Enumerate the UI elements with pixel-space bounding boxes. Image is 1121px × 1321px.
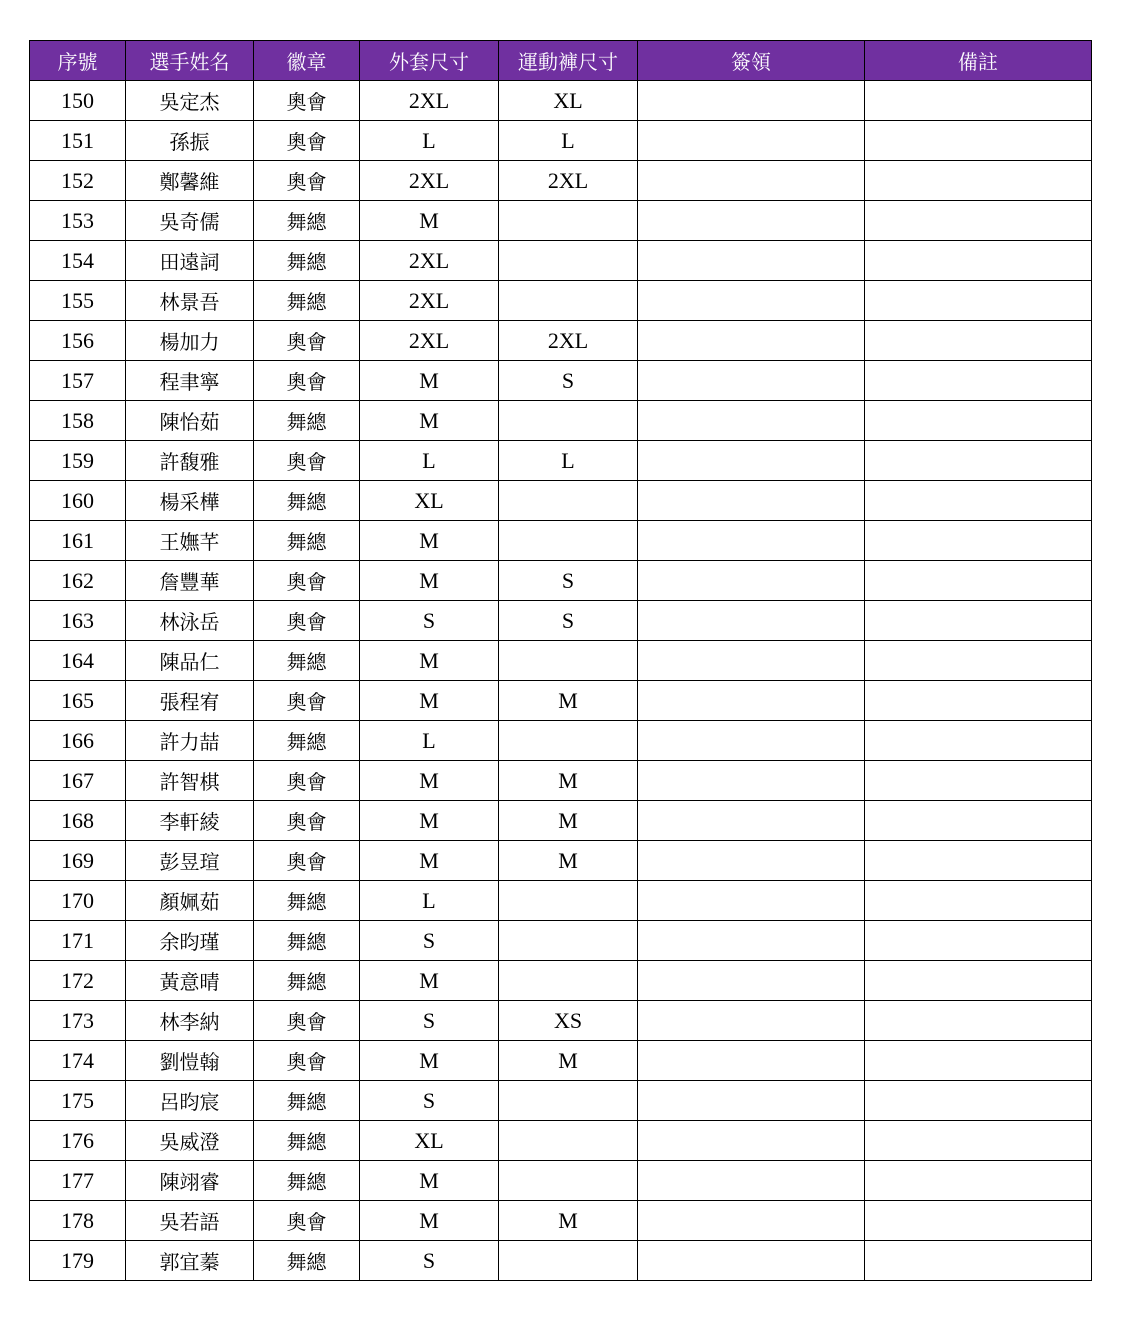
cell-player-name: 郭宜蓁: [126, 1241, 254, 1281]
cell-sign: [638, 201, 865, 241]
cell-note: [865, 361, 1092, 401]
cell-no: 155: [30, 281, 126, 321]
cell-jacket-size: M: [360, 201, 499, 241]
header-name: 選手姓名: [126, 41, 254, 81]
cell-note: [865, 721, 1092, 761]
cell-pants-size: [499, 1161, 638, 1201]
cell-note: [865, 401, 1092, 441]
cell-player-name: 田遠詞: [126, 241, 254, 281]
cell-badge: 奧會: [254, 81, 360, 121]
cell-no: 168: [30, 801, 126, 841]
cell-no: 150: [30, 81, 126, 121]
cell-sign: [638, 761, 865, 801]
cell-pants-size: L: [499, 121, 638, 161]
cell-note: [865, 241, 1092, 281]
cell-note: [865, 521, 1092, 561]
table-row: [30, 1161, 1092, 1201]
table-body: [30, 81, 1092, 1281]
cell-sign: [638, 561, 865, 601]
cell-sign: [638, 641, 865, 681]
cell-note: [865, 761, 1092, 801]
table-row: [30, 721, 1092, 761]
cell-pants-size: M: [499, 681, 638, 721]
cell-jacket-size: S: [360, 1001, 499, 1041]
cell-badge: 舞總: [254, 281, 360, 321]
cell-no: 175: [30, 1081, 126, 1121]
table-row: [30, 281, 1092, 321]
table-row: [30, 641, 1092, 681]
cell-note: [865, 1241, 1092, 1281]
cell-badge: 奧會: [254, 1201, 360, 1241]
cell-pants-size: 2XL: [499, 321, 638, 361]
cell-badge: 奧會: [254, 121, 360, 161]
cell-note: [865, 1001, 1092, 1041]
cell-no: 177: [30, 1161, 126, 1201]
table-row: [30, 921, 1092, 961]
cell-player-name: 劉愷翰: [126, 1041, 254, 1081]
cell-no: 165: [30, 681, 126, 721]
cell-sign: [638, 1121, 865, 1161]
table-row: [30, 201, 1092, 241]
cell-note: [865, 1081, 1092, 1121]
cell-badge: 舞總: [254, 1121, 360, 1161]
cell-jacket-size: M: [360, 961, 499, 1001]
cell-jacket-size: S: [360, 1241, 499, 1281]
cell-sign: [638, 281, 865, 321]
cell-sign: [638, 1201, 865, 1241]
cell-note: [865, 641, 1092, 681]
cell-sign: [638, 481, 865, 521]
cell-pants-size: M: [499, 761, 638, 801]
cell-player-name: 林景吾: [126, 281, 254, 321]
cell-pants-size: [499, 1081, 638, 1121]
cell-note: [865, 1161, 1092, 1201]
table-row: [30, 81, 1092, 121]
cell-sign: [638, 321, 865, 361]
cell-note: [865, 481, 1092, 521]
cell-no: 173: [30, 1001, 126, 1041]
cell-player-name: 孫振: [126, 121, 254, 161]
cell-note: [865, 601, 1092, 641]
cell-player-name: 張程宥: [126, 681, 254, 721]
cell-pants-size: [499, 921, 638, 961]
header-no: 序號: [30, 41, 126, 81]
cell-player-name: 余昀瑾: [126, 921, 254, 961]
cell-jacket-size: M: [360, 841, 499, 881]
cell-no: 169: [30, 841, 126, 881]
table-row: [30, 801, 1092, 841]
cell-jacket-size: M: [360, 761, 499, 801]
cell-no: 154: [30, 241, 126, 281]
cell-jacket-size: M: [360, 1201, 499, 1241]
cell-pants-size: [499, 961, 638, 1001]
cell-jacket-size: 2XL: [360, 161, 499, 201]
cell-jacket-size: M: [360, 561, 499, 601]
cell-player-name: 林李納: [126, 1001, 254, 1041]
cell-sign: [638, 401, 865, 441]
cell-sign: [638, 801, 865, 841]
cell-pants-size: [499, 201, 638, 241]
cell-no: 152: [30, 161, 126, 201]
cell-badge: 舞總: [254, 721, 360, 761]
cell-note: [865, 121, 1092, 161]
cell-player-name: 彭昱瑄: [126, 841, 254, 881]
cell-no: 176: [30, 1121, 126, 1161]
cell-jacket-size: L: [360, 441, 499, 481]
cell-player-name: 陳品仁: [126, 641, 254, 681]
cell-no: 172: [30, 961, 126, 1001]
cell-sign: [638, 1041, 865, 1081]
cell-jacket-size: S: [360, 1081, 499, 1121]
cell-jacket-size: M: [360, 521, 499, 561]
cell-pants-size: M: [499, 1201, 638, 1241]
cell-pants-size: M: [499, 841, 638, 881]
cell-pants-size: XS: [499, 1001, 638, 1041]
cell-sign: [638, 721, 865, 761]
cell-jacket-size: M: [360, 641, 499, 681]
header-note: 備註: [865, 41, 1092, 81]
table-row: [30, 881, 1092, 921]
cell-badge: 奧會: [254, 801, 360, 841]
cell-badge: 舞總: [254, 241, 360, 281]
cell-jacket-size: 2XL: [360, 241, 499, 281]
cell-badge: 奧會: [254, 441, 360, 481]
cell-badge: 奧會: [254, 361, 360, 401]
cell-badge: 舞總: [254, 481, 360, 521]
cell-jacket-size: M: [360, 401, 499, 441]
table-row: [30, 121, 1092, 161]
header-row: [30, 41, 1092, 81]
cell-badge: 奧會: [254, 321, 360, 361]
table-row: [30, 681, 1092, 721]
cell-note: [865, 841, 1092, 881]
cell-sign: [638, 1241, 865, 1281]
table-row: [30, 441, 1092, 481]
cell-player-name: 吳威澄: [126, 1121, 254, 1161]
cell-no: 174: [30, 1041, 126, 1081]
cell-badge: 奧會: [254, 1001, 360, 1041]
cell-note: [865, 81, 1092, 121]
cell-no: 167: [30, 761, 126, 801]
cell-jacket-size: 2XL: [360, 81, 499, 121]
cell-player-name: 許力喆: [126, 721, 254, 761]
uniform-distribution-table: [29, 40, 1092, 1281]
cell-sign: [638, 161, 865, 201]
cell-pants-size: [499, 401, 638, 441]
cell-badge: 奧會: [254, 161, 360, 201]
table-row: [30, 1201, 1092, 1241]
cell-player-name: 吳奇儒: [126, 201, 254, 241]
cell-player-name: 王嫵芊: [126, 521, 254, 561]
cell-jacket-size: S: [360, 921, 499, 961]
cell-player-name: 顏姵茹: [126, 881, 254, 921]
cell-no: 171: [30, 921, 126, 961]
cell-sign: [638, 961, 865, 1001]
cell-no: 160: [30, 481, 126, 521]
cell-jacket-size: 2XL: [360, 321, 499, 361]
cell-note: [865, 321, 1092, 361]
cell-pants-size: 2XL: [499, 161, 638, 201]
cell-no: 161: [30, 521, 126, 561]
table-row: [30, 161, 1092, 201]
cell-player-name: 陳翊睿: [126, 1161, 254, 1201]
table-row: [30, 961, 1092, 1001]
cell-pants-size: S: [499, 561, 638, 601]
cell-player-name: 程聿寧: [126, 361, 254, 401]
cell-pants-size: [499, 1121, 638, 1161]
cell-sign: [638, 601, 865, 641]
cell-pants-size: S: [499, 601, 638, 641]
cell-note: [865, 961, 1092, 1001]
cell-player-name: 詹豐華: [126, 561, 254, 601]
cell-no: 151: [30, 121, 126, 161]
table-row: [30, 601, 1092, 641]
cell-player-name: 鄭馨維: [126, 161, 254, 201]
cell-pants-size: M: [499, 801, 638, 841]
cell-badge: 舞總: [254, 961, 360, 1001]
cell-badge: 奧會: [254, 841, 360, 881]
cell-note: [865, 1201, 1092, 1241]
cell-jacket-size: M: [360, 361, 499, 401]
cell-player-name: 林泳岳: [126, 601, 254, 641]
table-row: [30, 1001, 1092, 1041]
cell-pants-size: M: [499, 1041, 638, 1081]
cell-jacket-size: L: [360, 881, 499, 921]
cell-note: [865, 681, 1092, 721]
cell-sign: [638, 81, 865, 121]
cell-badge: 舞總: [254, 881, 360, 921]
header-badge: 徽章: [254, 41, 360, 81]
cell-sign: [638, 441, 865, 481]
cell-sign: [638, 921, 865, 961]
cell-sign: [638, 121, 865, 161]
cell-no: 158: [30, 401, 126, 441]
cell-note: [865, 921, 1092, 961]
cell-badge: 舞總: [254, 1081, 360, 1121]
cell-player-name: 呂昀宸: [126, 1081, 254, 1121]
cell-sign: [638, 521, 865, 561]
cell-badge: 舞總: [254, 641, 360, 681]
table-row: [30, 561, 1092, 601]
cell-no: 153: [30, 201, 126, 241]
table-row: [30, 481, 1092, 521]
cell-sign: [638, 361, 865, 401]
header-jacket-size: 外套尺寸: [360, 41, 499, 81]
cell-badge: 奧會: [254, 561, 360, 601]
cell-jacket-size: M: [360, 1161, 499, 1201]
cell-badge: 奧會: [254, 601, 360, 641]
table-row: [30, 1241, 1092, 1281]
table-header: [30, 41, 1092, 81]
cell-pants-size: [499, 721, 638, 761]
cell-note: [865, 201, 1092, 241]
cell-pants-size: [499, 881, 638, 921]
cell-note: [865, 161, 1092, 201]
cell-no: 178: [30, 1201, 126, 1241]
table-row: [30, 401, 1092, 441]
cell-note: [865, 281, 1092, 321]
cell-jacket-size: XL: [360, 1121, 499, 1161]
cell-badge: 舞總: [254, 921, 360, 961]
cell-sign: [638, 1161, 865, 1201]
cell-sign: [638, 681, 865, 721]
table-row: [30, 241, 1092, 281]
cell-jacket-size: L: [360, 121, 499, 161]
cell-player-name: 黃意晴: [126, 961, 254, 1001]
cell-jacket-size: L: [360, 721, 499, 761]
cell-badge: 舞總: [254, 201, 360, 241]
cell-badge: 舞總: [254, 1161, 360, 1201]
cell-no: 157: [30, 361, 126, 401]
cell-pants-size: S: [499, 361, 638, 401]
cell-jacket-size: M: [360, 1041, 499, 1081]
cell-no: 162: [30, 561, 126, 601]
cell-pants-size: [499, 281, 638, 321]
cell-pants-size: [499, 481, 638, 521]
cell-player-name: 陳怡茹: [126, 401, 254, 441]
cell-jacket-size: M: [360, 801, 499, 841]
header-pants-size: 運動褲尺寸: [499, 41, 638, 81]
cell-note: [865, 1121, 1092, 1161]
cell-note: [865, 561, 1092, 601]
table-row: [30, 1121, 1092, 1161]
table-row: [30, 521, 1092, 561]
cell-jacket-size: M: [360, 681, 499, 721]
cell-player-name: 吳若語: [126, 1201, 254, 1241]
cell-pants-size: [499, 241, 638, 281]
cell-badge: 奧會: [254, 681, 360, 721]
cell-badge: 舞總: [254, 401, 360, 441]
cell-sign: [638, 841, 865, 881]
cell-pants-size: L: [499, 441, 638, 481]
cell-jacket-size: S: [360, 601, 499, 641]
cell-no: 179: [30, 1241, 126, 1281]
cell-player-name: 許智棋: [126, 761, 254, 801]
cell-sign: [638, 881, 865, 921]
table-row: [30, 321, 1092, 361]
cell-player-name: 楊采樺: [126, 481, 254, 521]
cell-no: 170: [30, 881, 126, 921]
cell-badge: 奧會: [254, 761, 360, 801]
cell-sign: [638, 1001, 865, 1041]
cell-player-name: 楊加力: [126, 321, 254, 361]
cell-note: [865, 881, 1092, 921]
cell-note: [865, 801, 1092, 841]
cell-note: [865, 1041, 1092, 1081]
cell-player-name: 李軒綾: [126, 801, 254, 841]
header-sign: 簽領: [638, 41, 865, 81]
cell-jacket-size: 2XL: [360, 281, 499, 321]
table-row: [30, 1081, 1092, 1121]
cell-sign: [638, 1081, 865, 1121]
cell-sign: [638, 241, 865, 281]
cell-no: 159: [30, 441, 126, 481]
cell-no: 156: [30, 321, 126, 361]
cell-player-name: 吳定杰: [126, 81, 254, 121]
cell-player-name: 許馥雅: [126, 441, 254, 481]
cell-note: [865, 441, 1092, 481]
table-row: [30, 361, 1092, 401]
cell-badge: 奧會: [254, 1041, 360, 1081]
cell-pants-size: [499, 521, 638, 561]
cell-no: 163: [30, 601, 126, 641]
cell-pants-size: [499, 641, 638, 681]
table-row: [30, 1041, 1092, 1081]
cell-jacket-size: XL: [360, 481, 499, 521]
cell-badge: 舞總: [254, 521, 360, 561]
cell-badge: 舞總: [254, 1241, 360, 1281]
table-row: [30, 761, 1092, 801]
table-row: [30, 841, 1092, 881]
cell-no: 164: [30, 641, 126, 681]
cell-no: 166: [30, 721, 126, 761]
cell-pants-size: XL: [499, 81, 638, 121]
cell-pants-size: [499, 1241, 638, 1281]
